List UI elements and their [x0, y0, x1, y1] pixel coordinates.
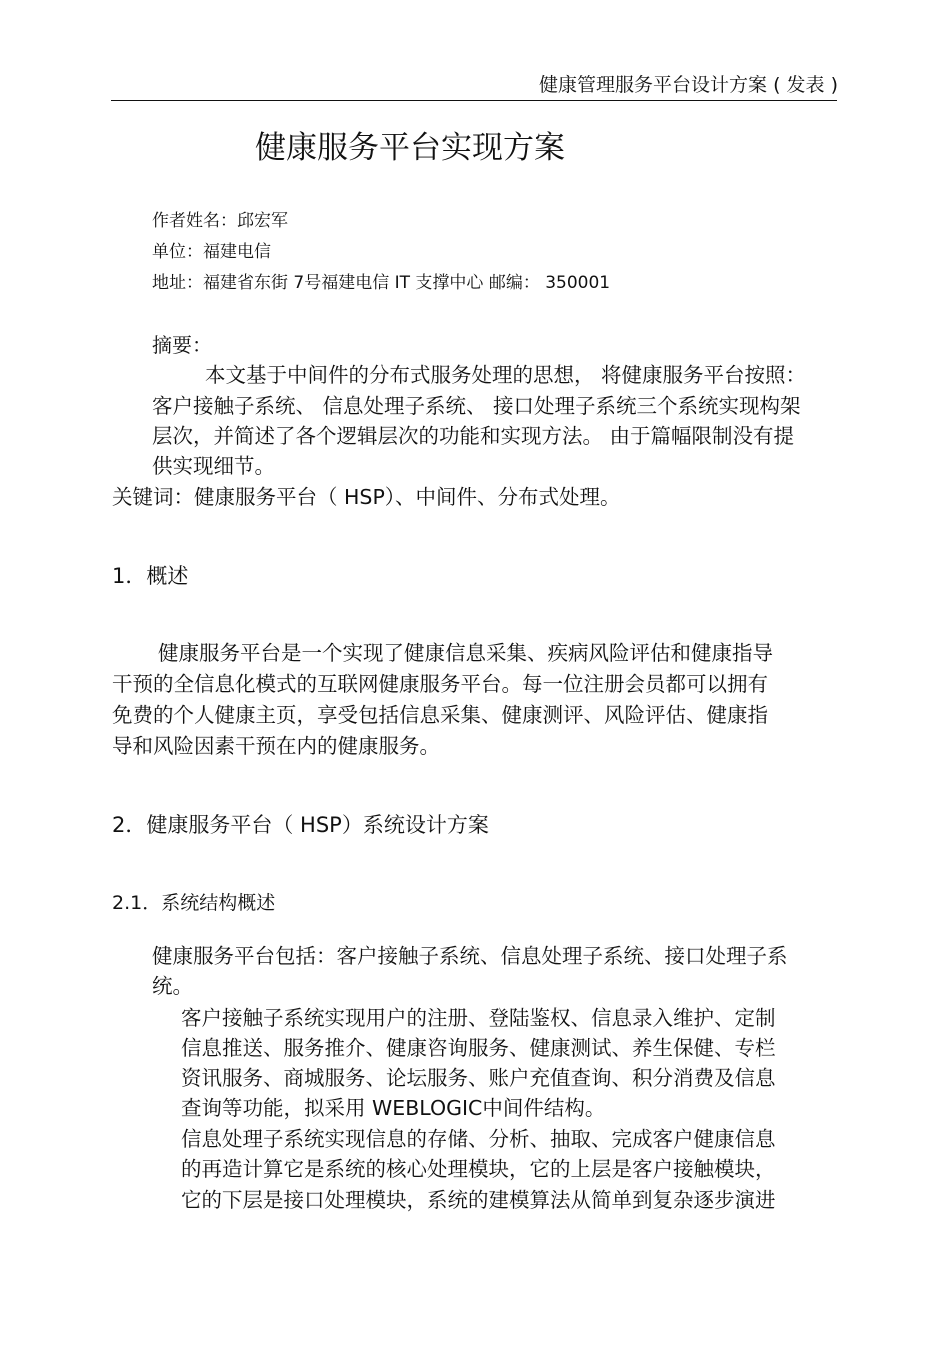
- info-subsystem-line: 它的下层是接口处理模块，系统的建模算法从简单到复杂逐步演进: [181, 1188, 776, 1212]
- section-1-line: 健康服务平台是一个实现了健康信息采集、疾病风险评估和健康指导: [158, 641, 773, 665]
- section-1-heading: 1．概述: [112, 564, 189, 588]
- author-line: 作者姓名：邱宏军: [152, 211, 288, 231]
- abstract-label: 摘要：: [152, 333, 212, 357]
- section-2-heading: 2．健康服务平台（ HSP）系统设计方案: [112, 813, 489, 837]
- abstract-line: 层次，并简述了各个逻辑层次的功能和实现方法。 由于篇幅限制没有提: [152, 424, 795, 448]
- abstract-line: 客户接触子系统、 信息处理子系统、 接口处理子系统三个系统实现构架: [152, 394, 801, 418]
- running-header: 健康管理服务平台设计方案 ( 发表 ): [539, 74, 838, 96]
- section-1-line: 免费的个人健康主页，享受包括信息采集、健康测评、风险评估、健康指: [112, 703, 768, 727]
- address-line: 地址：福建省东街 7号福建电信 IT 支撑中心 邮编： 350001: [152, 273, 611, 293]
- info-subsystem-line: 的再造计算它是系统的核心处理模块，它的上层是客户接触模块，: [181, 1157, 776, 1181]
- section-2-1-intro-line: 健康服务平台包括：客户接触子系统、信息处理子系统、接口处理子系: [152, 944, 788, 968]
- abstract-line: 本文基于中间件的分布式服务处理的思想， 将健康服务平台按照：: [205, 363, 807, 387]
- section-1-line: 干预的全信息化模式的互联网健康服务平台。每一位注册会员都可以拥有: [112, 672, 768, 696]
- client-subsystem-line: 资讯服务、商城服务、论坛服务、账户充值查询、积分消费及信息: [181, 1066, 776, 1090]
- keywords-line: 关键词：健康服务平台（ HSP）、中间件、分布式处理。: [112, 485, 621, 509]
- client-subsystem-line: 客户接触子系统实现用户的注册、登陆鉴权、信息录入维护、定制: [181, 1006, 776, 1030]
- header-divider: [111, 100, 837, 101]
- client-subsystem-line: 信息推送、服务推介、健康咨询服务、健康测试、养生保健、专栏: [181, 1036, 776, 1060]
- document-title: 健康服务平台实现方案: [255, 130, 565, 166]
- unit-line: 单位：福建电信: [152, 242, 271, 262]
- section-2-1-heading: 2.1．系统结构概述: [112, 892, 276, 914]
- info-subsystem-line: 信息处理子系统实现信息的存储、分析、抽取、完成客户健康信息: [181, 1127, 776, 1151]
- section-1-line: 导和风险因素干预在内的健康服务。: [112, 734, 440, 758]
- client-subsystem-line: 查询等功能，拟采用 WEBLOGIC中间件结构。: [181, 1096, 606, 1120]
- abstract-line: 供实现细节。: [152, 454, 275, 478]
- section-2-1-intro-line: 统。: [152, 974, 193, 998]
